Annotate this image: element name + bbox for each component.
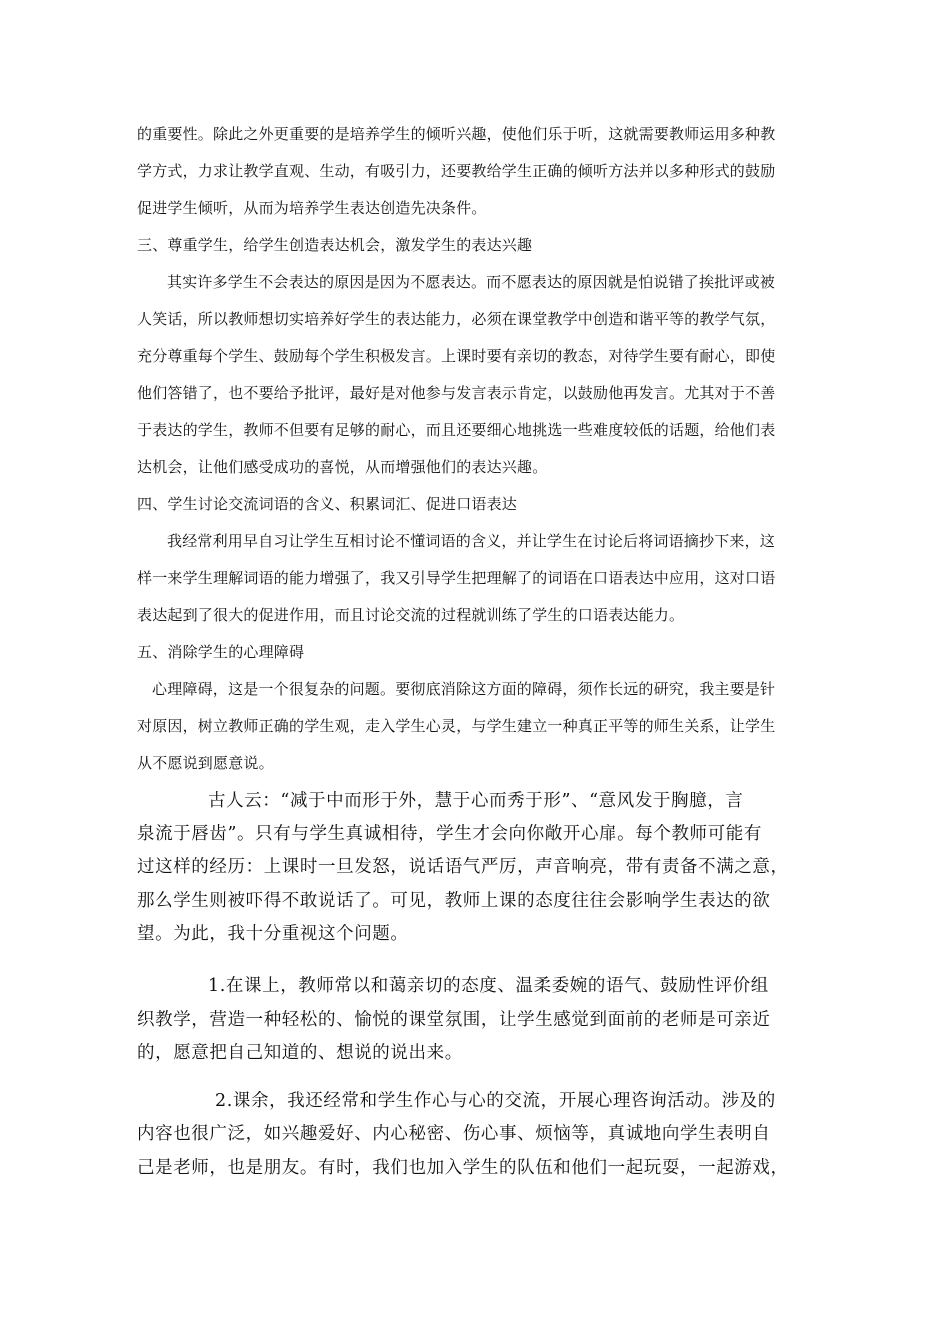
paragraph-line: 过这样的经历：上课时一旦发怒，说话语气严厉，声音响亮，带有责备不满之意， <box>137 857 789 877</box>
section-heading: 五、消除学生的心理障碍 <box>137 644 305 661</box>
paragraph-line: 充分尊重每个学生、鼓励每个学生积极发言。上课时要有亲切的教态，对待学生要有耐心，即使 <box>137 348 776 365</box>
paragraph-line: 达机会，让他们感受成功的喜悦，从而增强他们的表达兴趣。 <box>137 459 548 476</box>
paragraph-line: 人笑话，所以教师想切实培养好学生的表达能力，必须在课堂教学中创造和谐平等的教学气氛， <box>137 311 776 328</box>
paragraph-line: 于表达的学生，教师不但要有足够的耐心，而且还要细心地挑选一些难度较低的话题，给他们表 <box>137 422 776 439</box>
paragraph-line: 望。为此，我十分重视这个问题。 <box>137 924 409 944</box>
paragraph-line: 的重要性。除此之外更重要的是培养学生的倾听兴趣，使他们乐于听，这就需要教师运用多种教 <box>137 126 776 143</box>
section-heading: 四、学生讨论交流词语的含义、积累词汇、促进口语表达 <box>137 496 518 513</box>
paragraph-line: 样一来学生理解词语的能力增强了，我又引导学生把理解了的词语在口语表达中应用，这对口语 <box>137 570 776 587</box>
paragraph-line: 的，愿意把自己知道的、想说的说出来。 <box>137 1043 463 1063</box>
paragraph-line: 其实许多学生不会表达的原因是因为不愿表达。而不愿表达的原因就是怕说错了挨批评或被 <box>167 274 776 291</box>
paragraph-line: 心理障碍，这是一个很复杂的问题。要彻底消除这方面的障碍，须作长远的研究，我主要是针 <box>152 681 776 698</box>
paragraph-line: 织教学，营造一种轻松的、愉悦的课堂氛围，让学生感觉到面前的老师是可亲近 <box>137 1010 771 1030</box>
paragraph-line: 我经常利用早自习让学生互相讨论不懂词语的含义，并让学生在讨论后将词语摘抄下来，这 <box>167 533 776 550</box>
paragraph-line: 那么学生则被吓得不敢说话了。可见，教师上课的态度往往会影响学生表达的欲 <box>137 891 771 911</box>
paragraph-line: 表达起到了很大的促进作用，而且讨论交流的过程就训练了学生的口语表达能力。 <box>137 607 685 624</box>
paragraph-line: 他们答错了，也不要给予批评，最好是对他参与发言表示肯定，以鼓励他再发言。尤其对于不善 <box>137 385 776 402</box>
paragraph-line: 泉流于唇齿”。只有与学生真诚相待，学生才会向你敞开心扉。每个教师可能有 <box>137 824 762 844</box>
list-item: 2.课余，我还经常和学生作心与心的交流，开展心理咨询活动。涉及的 <box>215 1091 776 1111</box>
list-item: 1.在课上，教师常以和蔼亲切的态度、温柔委婉的语气、鼓励性评价组 <box>208 976 769 996</box>
paragraph-line: 古人云：“减于中而形于外，慧于心而秀于形”、“意风发于胸臆，言 <box>208 791 744 811</box>
paragraph-line: 内容也很广泛，如兴趣爱好、内心秘密、伤心事、烦恼等，真诚地向学生表明自 <box>137 1124 771 1144</box>
paragraph-line: 对原因，树立教师正确的学生观，走入学生心灵，与学生建立一种真正平等的师生关系，让学生 <box>137 718 776 735</box>
paragraph-line: 己是老师，也是朋友。有时，我们也加入学生的队伍和他们一起玩耍，一起游戏， <box>137 1158 789 1178</box>
paragraph-line: 学方式，力求让教学直观、生动，有吸引力，还要教给学生正确的倾听方法并以多种形式的鼓励 <box>137 163 776 180</box>
section-heading: 三、尊重学生，给学生创造表达机会，激发学生的表达兴趣 <box>137 237 533 254</box>
paragraph-line: 从不愿说到愿意说。 <box>137 755 274 772</box>
paragraph-line: 促进学生倾听，从而为培养学生表达创造先决条件。 <box>137 200 487 217</box>
